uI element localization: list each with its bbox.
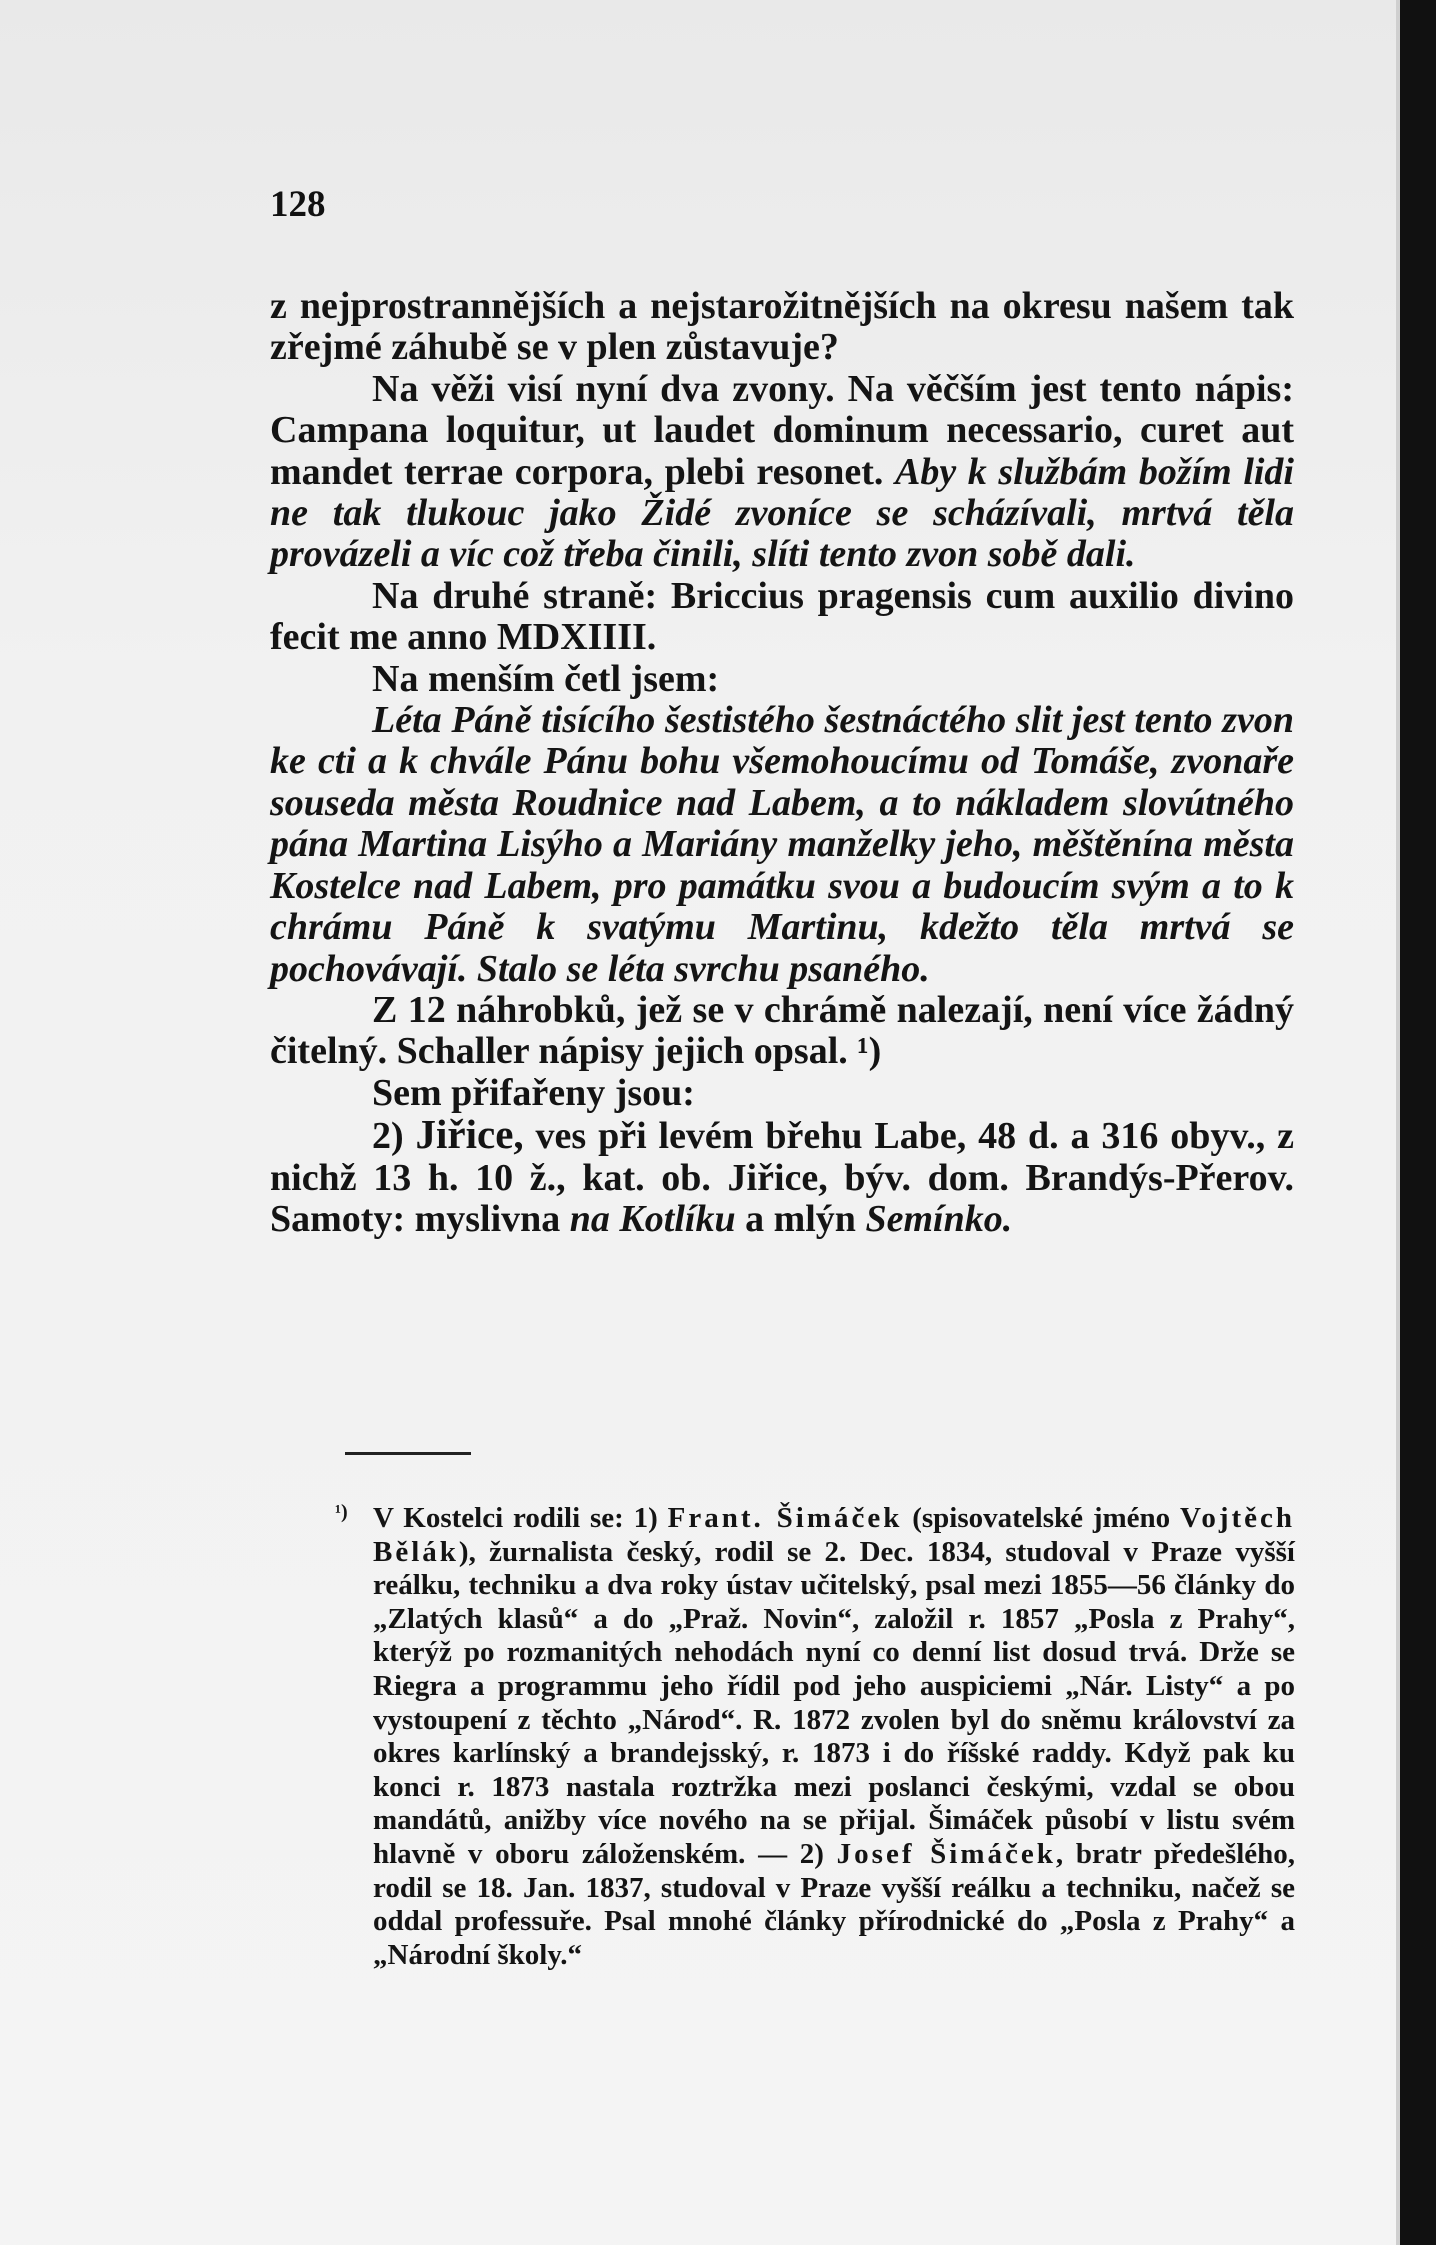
paragraph [270,990,1294,1073]
text-run: Na menším četl jsem: [372,657,720,700]
text-run: a mlýn [735,1197,866,1240]
footnote-text [373,1502,1295,1971]
text-run: ves při levém břehu Labe, 48 d. a 316 obyv., z nichž 13 h. 10 ž., kat. ob. Jiřice, býv. dom. Brandýs-Přerov. Samoty: myslivna [270,1115,1294,1240]
main-text [270,286,1294,1240]
paragraph [270,700,1294,990]
text-run: V Kostelci rodili se: 1) [373,1502,668,1534]
text-run: ), žurnalista český, rodil se 2. Dec. 1834, studoval v Praze vyšší reálku, techniku a dva roky ústav učitelský, psal mezi 1855—56 články do „Zlatých klasů“ a do „Praž. Novin“, založil r. 1857 „Posla z Prahy“, kterýž po rozmanitých nehodách nyní co denní list dosud trvá. Drže se Riegra a programmu jeho řídil pod jeho auspiciemi „Nár. Listy“ a po vystoupení z těchto „Národ“. R. 1872 zvolen byl do sněmu království za okres karlínský a brandejsský, r. 1873 i do říšské raddy. Když pak ku konci r. 1873 nastala roztržka mezi poslanci českými, vzdal se obou mandátů, anižby více nového na se přijal. Šimáček působí v listu svém hlavně v oboru záloženském. — 2) [373,1535,1295,1870]
page-number: 128 [270,184,326,225]
spaced-name: Vojtěch Bělák [373,1502,1296,1568]
paragraph [270,369,1294,576]
footnote-area [335,1502,1295,1972]
footnote [335,1502,1295,1972]
text-run: Semínko. [865,1197,1013,1240]
spaced-name: Frant. Šimáček [667,1502,903,1534]
paragraph [270,1073,1294,1114]
paragraph [270,1111,1294,1240]
footnote-reference: ¹) [857,1030,882,1073]
paragraph [270,286,1294,369]
text-run: (spisovatelské jméno [902,1502,1181,1534]
text-run: 2) [372,1115,416,1158]
scan-border [1400,0,1436,2245]
text-run: Na věži visí nyní dva zvony. Na věčším jest tento nápis: Campana loquitur, ut laudet dominum necessario, curet aut mandet terrae corpora, plebi resonet. [270,367,1294,493]
text-run: Léta Páně tisícího šestistého šestnáctého slit jest tento zvon ke cti a k chvále Pánu bohu všemohoucímu od Tomáše, zvonaře souseda města Roudnice nad Labem, a to nákladem slovútného pána Martina Lisýho a Mariány manželky jeho, měštěnína města Kostelce nad Labem, pro památku svou a budoucím svým a to k chrámu Páně k svatýmu Martinu, kdežto těla mrtvá se pochovávají. Stalo se léta svrchu psaného. [270,699,1294,990]
text-run: Z 12 náhrobků, jež se v chrámě nalezají, není více žádný čitelný. Schaller nápisy jejich opsal. [270,988,1294,1073]
text-run: Sem přifařeny jsou: [372,1071,695,1114]
footnote-mark: ¹) [335,1501,348,1523]
place-name: Jiřice, [415,1111,524,1158]
footnote-separator [345,1452,471,1455]
text-run: Na druhé straně: Briccius pragensis cum auxilio divino fecit me anno MDXIIII. [270,574,1294,659]
text-run: z nejprostrannějších a nejstarožitnějších na okresu našem tak zřejmé záhubě se v plen zůstavuje? [270,285,1294,369]
paragraph [270,659,1294,700]
text-run: Aby k službám božím lidi ne tak tlukouc jako Židé zvoníce se scházívali, mrtvá těla provázeli a víc což třeba činili, slíti tento zvon sobě dali. [270,450,1294,576]
spaced-name: Josef Šimáček [836,1837,1056,1870]
paragraph [270,576,1294,659]
text-run: na Kotlíku [569,1197,736,1240]
text-run: , bratr předešlého, rodil se 18. Jan. 1837, studoval v Praze vyšší reálku a techniku, načež se oddal professuře. Psal mnohé články přírodnické do „Posla z Prahy“ a „Národní školy.“ [373,1837,1296,1971]
